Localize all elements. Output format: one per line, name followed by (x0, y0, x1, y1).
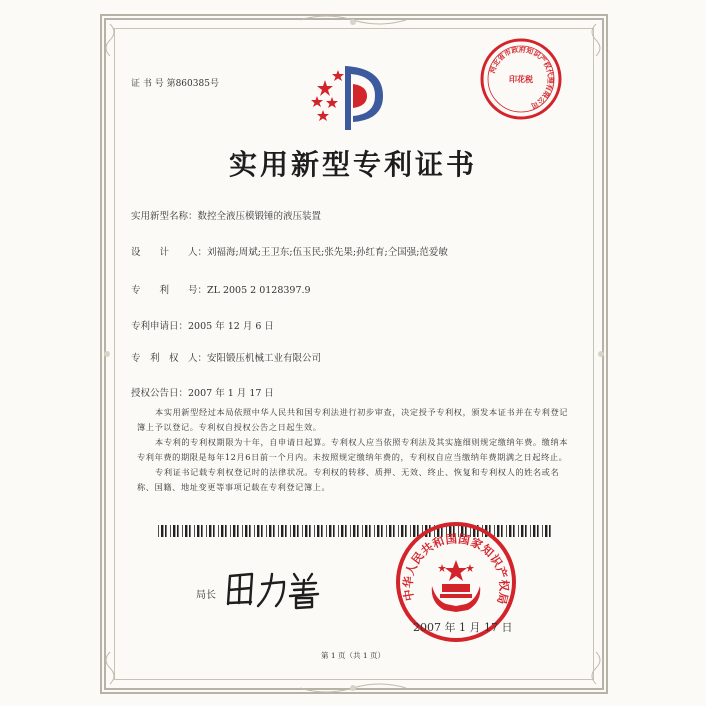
field-application-date (131, 318, 274, 332)
field-label: 专 利 号： (131, 285, 208, 296)
field-value: 安阳锻压机械工业有限公司 (207, 353, 322, 364)
field-grant-announcement-date (131, 385, 274, 399)
field-value: 2005 年 12 月 6 日 (188, 321, 274, 332)
director-title: 局长 (196, 590, 216, 601)
certificate-body (137, 405, 569, 495)
field-label: 实用新型名称： (131, 211, 198, 222)
field-utility-model-name (131, 208, 321, 222)
field-patent-number (131, 282, 311, 296)
field-label: 授权公告日： (131, 388, 189, 399)
field-label: 专利申请日： (131, 321, 189, 332)
field-value: 刘福海;周斌;王卫东;伍玉民;张先果;孙红育;仝国强;范爱敏 (207, 247, 448, 258)
field-value: ZL 2005 2 0128397.9 (207, 285, 311, 296)
field-value: 2007 年 1 月 17 日 (188, 388, 274, 399)
field-designers (131, 244, 448, 258)
patent-office-logo-icon (305, 62, 385, 134)
field-label: 专 利 权 人： (131, 353, 208, 364)
agency-seal-ring-text: 河北省市政府知识产权代理有限公司 (488, 45, 555, 110)
certificate-number: 证 书 号 第860385号 (131, 79, 219, 89)
field-patentee (131, 350, 321, 364)
body-paragraph: 专利证书记载专利权登记时的法律状况。专利权的转移、质押、无效、终止、恢复和专利权人的姓名或名称、国籍、地址变更等事项记载在专利登记簿上。 (137, 467, 560, 492)
body-paragraph: 本实用新型经过本局依照中华人民共和国专利法进行初步审查，决定授予专利权，颁发本证书并在专利登记簿上予以登记。专利权自授权公告之日起生效。 (137, 407, 569, 432)
grant-date: 2007 年 1 月 17 日 (413, 621, 513, 634)
page-number: 第 1 页（共 1 页） (320, 651, 386, 660)
field-value: 数控全液压模锻锤的液压装置 (197, 211, 322, 222)
field-label: 设 计 人： (131, 247, 208, 258)
official-seal-text: 中华人民共和国国家知识产权局 (400, 531, 512, 607)
director-signature-icon (222, 566, 326, 612)
agency-seal-icon (478, 36, 564, 122)
body-paragraph: 本专利的专利权期限为十年，自申请日起算。专利权人应当依照专利法及其实施细则规定缴纳年费。缴纳本专利年费的期限是每年12月6日前一个月内。未按照规定缴纳年费的，专利权自应当缴纳年费期满之日起终止。 (137, 437, 569, 462)
certificate-title: 实用新型专利证书 (228, 148, 477, 181)
agency-seal-center-text: 印花税 (509, 75, 533, 84)
